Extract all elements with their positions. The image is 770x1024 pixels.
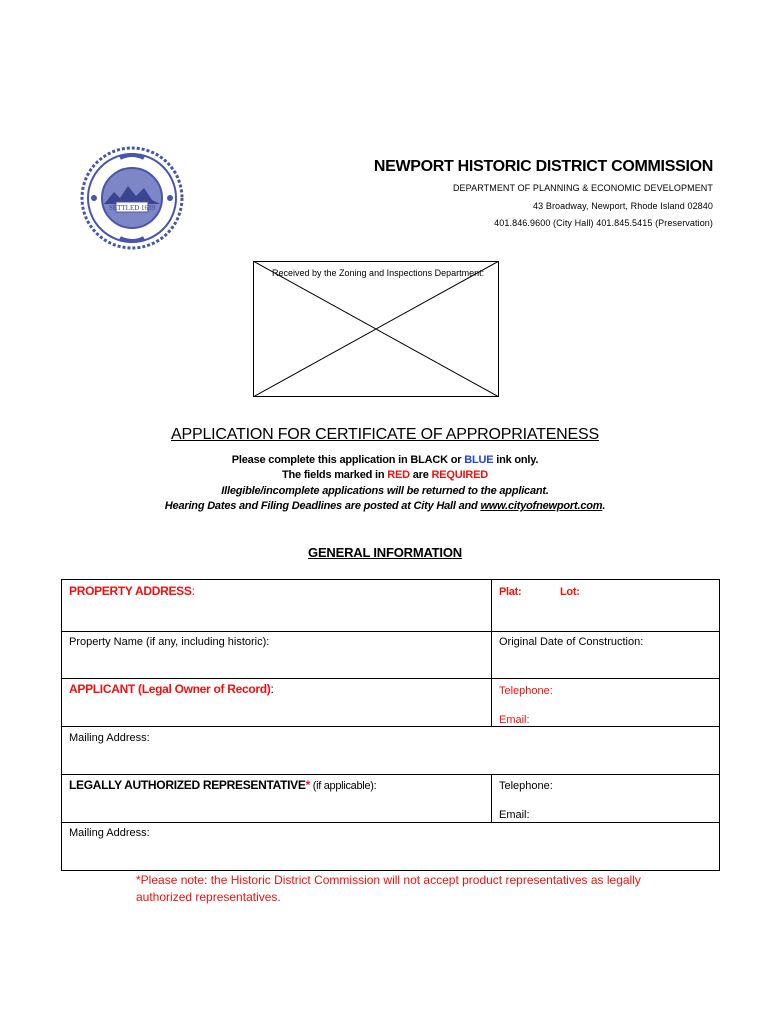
- ink-instruction: [0, 454, 770, 466]
- property-address-label: PROPERTY ADDRESS: [69, 584, 192, 598]
- received-stamp-box: [253, 261, 499, 397]
- seal-text: SETTLED 1639: [108, 204, 156, 212]
- req-required-word: REQUIRED: [431, 469, 488, 481]
- applicant-field[interactable]: [69, 682, 274, 696]
- city-seal-icon: [80, 146, 184, 250]
- applicant-label: APPLICANT (Legal Owner of Record): [69, 682, 271, 696]
- lot-field[interactable]: Lot:: [560, 586, 580, 598]
- plat-field[interactable]: Plat:: [499, 586, 522, 598]
- illegible-warning: Illegible/incomplete applications will be returned to the applicant.: [221, 485, 549, 497]
- section-title: GENERAL INFORMATION: [308, 545, 462, 560]
- representative-field[interactable]: [69, 778, 376, 792]
- property-address-field[interactable]: [69, 584, 195, 598]
- representative-suffix: (if applicable):: [309, 780, 377, 792]
- applicant-mailing-address-field[interactable]: Mailing Address:: [69, 732, 150, 744]
- original-date-field[interactable]: Original Date of Construction:: [499, 636, 644, 648]
- received-label: Received by the Zoning and Inspections Department:: [272, 268, 485, 278]
- rep-mailing-address-field[interactable]: Mailing Address:: [69, 827, 150, 839]
- ink-text-a: Please complete this application in BLACK or: [231, 454, 465, 466]
- representative-label: LEGALLY AUTHORIZED REPRESENTATIVE: [69, 778, 306, 792]
- ink-text-b: ink only.: [493, 454, 539, 466]
- req-red-word: RED: [387, 469, 410, 481]
- property-address-colon: :: [191, 584, 195, 598]
- department-line: DEPARTMENT OF PLANNING & ECONOMIC DEVELOPMENT: [452, 183, 713, 193]
- website-link[interactable]: www.cityofnewport.com: [480, 500, 603, 512]
- commission-title: NEWPORT HISTORIC DISTRICT COMMISSION: [373, 158, 713, 175]
- rep-telephone-field[interactable]: Telephone:: [499, 780, 553, 792]
- representative-star: *: [305, 778, 310, 792]
- req-text-mid: are: [409, 469, 432, 481]
- required-instruction: [0, 469, 770, 481]
- deadlines-text: Hearing Dates and Filing Deadlines are posted at City Hall and: [164, 500, 481, 512]
- address-line: 43 Broadway, Newport, Rhode Island 02840: [533, 201, 713, 211]
- application-title: APPLICATION FOR CERTIFICATE OF APPROPRIATENESS: [171, 426, 599, 443]
- rep-email-field[interactable]: Email:: [499, 809, 530, 821]
- applicant-email-field[interactable]: Email:: [499, 714, 530, 726]
- phone-line: 401.846.9600 (City Hall) 401.845.5415 (Preservation): [494, 218, 713, 228]
- applicant-telephone-field[interactable]: Telephone:: [499, 685, 553, 697]
- representative-note: *Please note: the Historic District Commission will not accept product representatives as legally authorized representatives.: [136, 873, 641, 904]
- applicant-colon: :: [270, 682, 274, 696]
- property-name-field[interactable]: Property Name (if any, including historic):: [69, 636, 270, 648]
- deadlines-note: [0, 500, 770, 512]
- req-text-a: The fields marked in: [282, 469, 388, 481]
- ink-blue-word: BLUE: [464, 454, 494, 466]
- deadlines-period: .: [602, 500, 606, 512]
